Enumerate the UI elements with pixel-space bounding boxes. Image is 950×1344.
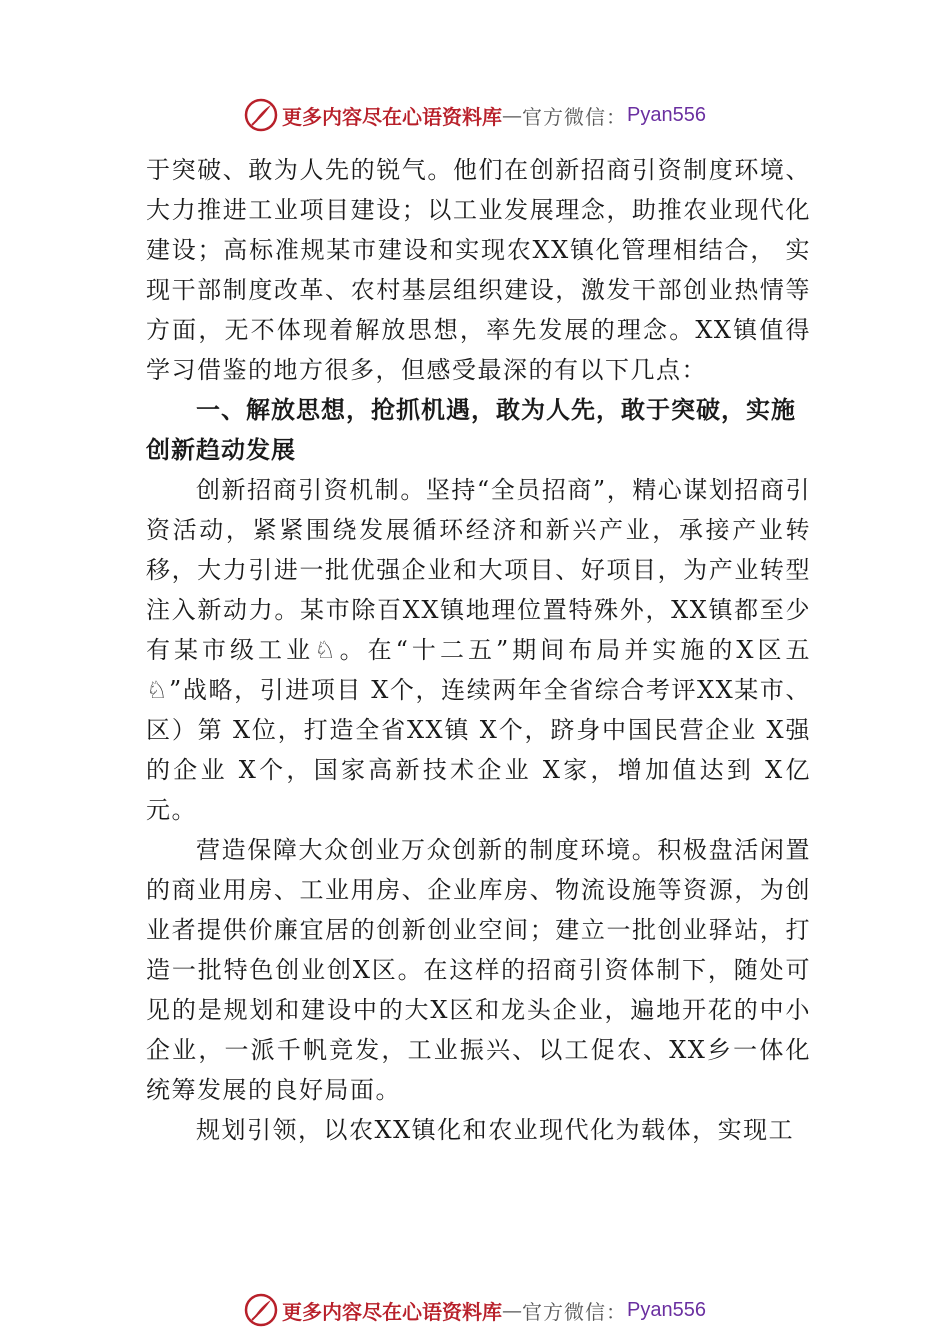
quill-logo-icon — [244, 98, 278, 132]
watermark-wechat-id: Pyan556 — [627, 103, 706, 126]
watermark-red-text: 更多内容尽在心语资料库 — [282, 104, 503, 129]
section-heading-1: 一、解放思想，抢抓机遇，敢为人先，敢于突破，实施创新趋动发展 — [146, 396, 796, 464]
watermark-dash: — — [502, 1298, 523, 1322]
paragraph-3: 营造保障大众创业万众创新的制度环境。积极盘活闲置的商业用房、工业用房、企业库房、物流设施等资源，为创业者提供价廉宜居的创新创业空间；建立一批创业驿站，打造一批特色创业创X区。在这样的招商引资体制下，随处可见的是规划和建设中的大X区和龙头企业，遍地开花的中小企业，一派千帆竞发，工业振兴、以工促农、XX乡一体化统筹发展的良好局面。 — [146, 836, 811, 1104]
document-body — [146, 150, 811, 1150]
watermark-red-text: 更多内容尽在心语资料库 — [282, 1299, 503, 1324]
watermark-wechat-id: Pyan556 — [627, 1298, 706, 1321]
footer-watermark — [0, 1288, 950, 1332]
watermark-gray-text: 官方微信： — [522, 1299, 628, 1324]
watermark-dash: — — [502, 103, 523, 127]
quill-logo-icon — [244, 1293, 278, 1327]
header-watermark — [0, 93, 950, 137]
paragraph-1: 于突破、敢为人先的锐气。他们在创新招商引资制度环境、 大力推进工业项目建设；以工业发展理念，助推农业现代化建设；高标准规某市建设和实现农XX镇化管理相结合， 实现干部制度改革、农村基层组织建设，激发干部创业热情等方面，无不体现着解放思想，率先发展的理念。XX镇值得学习借鉴的地方很多，但感受最深的有以下几点： — [146, 156, 811, 384]
watermark-gray-text: 官方微信： — [522, 104, 628, 129]
paragraph-2: 创新招商引资机制。坚持“全员招商”，精心谋划招商引资活动，紧紧围绕发展循环经济和新兴产业，承接产业转移，大力引进一批优强企业和大项目、好项目，为产业转型注入新动力。某市除百XX镇地理位置特殊外，XX镇都至少有某市级工业♘。在“十二五”期间布局并实施的X区五♘”战略，引进项目 X个，连续两年全省综合考评XX某市、区）第 X位，打造全省XX镇 X个，跻身中国民营企业 X强的企业 X个，国家高新技术企业 X家，增加值达到 X亿元。 — [146, 476, 811, 824]
paragraph-4: 规划引领，以农XX镇化和农业现代化为载体，实现工 — [196, 1116, 795, 1144]
